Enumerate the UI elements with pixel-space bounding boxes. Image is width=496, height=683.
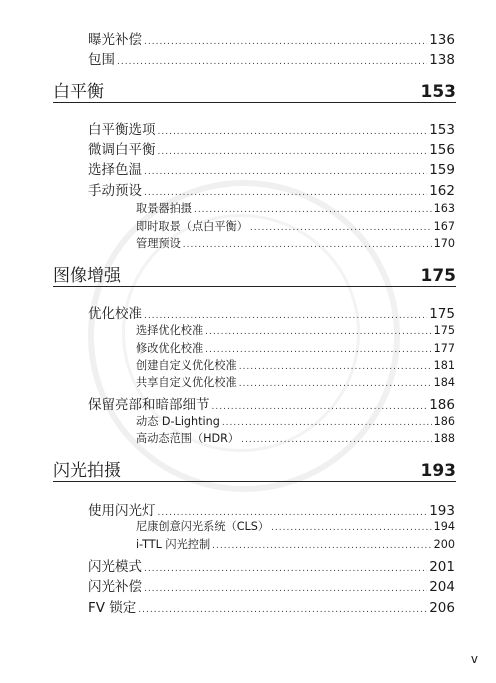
entry-title: 即时取景（点白平衡） — [136, 220, 248, 233]
leader-dots — [212, 402, 428, 412]
entry-title: 白平衡选项 — [88, 122, 156, 138]
entry-title: 修改优化校准 — [136, 342, 204, 355]
section-title: 白平衡 — [53, 82, 104, 102]
section-header[interactable] — [53, 260, 456, 287]
entry-page: 206 — [429, 600, 455, 616]
entry-title: 创建自定义优化校准 — [136, 359, 237, 372]
entry-page: 186 — [429, 397, 455, 413]
leader-dots — [205, 345, 432, 355]
leader-dots — [144, 564, 427, 574]
toc-subentry[interactable] — [136, 322, 455, 338]
entry-page: 136 — [429, 32, 455, 48]
entry-page: 162 — [429, 183, 455, 199]
entry-page: 175 — [429, 306, 455, 322]
toc-subentry[interactable] — [136, 536, 455, 552]
entry-title: 共享自定义优化校准 — [136, 376, 237, 389]
entry-page: 175 — [433, 324, 455, 337]
leader-dots — [239, 379, 432, 389]
leader-dots — [158, 147, 428, 157]
toc-subentry[interactable] — [136, 518, 455, 534]
toc-subentry[interactable] — [136, 430, 455, 446]
section-header[interactable] — [53, 455, 456, 482]
entry-title: 闪光补偿 — [88, 579, 142, 595]
entry-title: i-TTL 闪光控制 — [136, 538, 211, 551]
entry-page: 163 — [433, 202, 455, 215]
toc-entry[interactable] — [88, 48, 455, 68]
entry-page: 204 — [429, 579, 455, 595]
entry-title: 动态 D-Lighting — [136, 415, 220, 428]
toc-entry[interactable] — [88, 393, 455, 413]
toc-entry[interactable] — [88, 138, 455, 158]
leader-dots — [144, 311, 427, 321]
leader-dots — [138, 605, 427, 615]
leader-dots — [205, 327, 432, 337]
toc-entry[interactable] — [88, 499, 455, 519]
section-page: 175 — [420, 266, 456, 286]
toc-subentry[interactable] — [136, 200, 455, 216]
toc-entry[interactable] — [88, 555, 455, 575]
toc-subentry[interactable] — [136, 218, 455, 234]
entry-title: 优化校准 — [88, 306, 142, 322]
leader-dots — [183, 240, 432, 250]
entry-page: 184 — [433, 376, 455, 389]
toc-subentry[interactable] — [136, 413, 455, 429]
toc-entry[interactable] — [88, 179, 455, 199]
toc-subentry[interactable] — [136, 235, 455, 251]
section-header[interactable] — [53, 76, 456, 103]
entry-page: 153 — [429, 122, 455, 138]
section-title: 图像增强 — [53, 266, 121, 286]
toc-subentry[interactable] — [136, 340, 455, 356]
leader-dots — [239, 362, 432, 372]
entry-title: FV 锁定 — [88, 600, 137, 616]
leader-dots — [158, 508, 428, 518]
entry-page: 188 — [433, 432, 455, 445]
toc-entry[interactable] — [88, 28, 455, 48]
entry-page: 138 — [429, 52, 455, 68]
entry-title: 闪光模式 — [88, 559, 142, 575]
toc-entry[interactable] — [88, 302, 455, 322]
entry-page: 201 — [429, 559, 455, 575]
leader-dots — [271, 523, 432, 533]
leader-dots — [144, 188, 427, 198]
entry-title: 尼康创意闪光系统（CLS） — [136, 520, 270, 533]
entry-title: 取景器拍摄 — [136, 202, 192, 215]
leader-dots — [250, 223, 432, 233]
leader-dots — [194, 205, 432, 215]
entry-page: 170 — [433, 237, 455, 250]
leader-dots — [241, 435, 432, 445]
section-page: 193 — [420, 461, 456, 481]
leader-dots — [158, 127, 428, 137]
entry-title: 选择色温 — [88, 162, 142, 178]
entry-page: 159 — [429, 162, 455, 178]
leader-dots — [144, 584, 427, 594]
page-folio: v — [470, 652, 478, 666]
entry-page: 194 — [433, 520, 455, 533]
toc-entry[interactable] — [88, 596, 455, 616]
entry-page: 193 — [429, 503, 455, 519]
entry-title: 高动态范围（HDR） — [136, 432, 240, 445]
toc-subentry[interactable] — [136, 374, 455, 390]
entry-page: 181 — [433, 359, 455, 372]
entry-title: 曝光补偿 — [88, 32, 142, 48]
entry-title: 包围 — [88, 52, 115, 68]
leader-dots — [222, 418, 432, 428]
toc-entry[interactable] — [88, 575, 455, 595]
entry-title: 选择优化校准 — [136, 324, 204, 337]
entry-page: 177 — [433, 342, 455, 355]
toc-entry[interactable] — [88, 158, 455, 178]
toc-entry[interactable] — [88, 118, 455, 138]
leader-dots — [117, 57, 427, 67]
entry-page: 156 — [429, 142, 455, 158]
entry-title: 保留亮部和暗部细节 — [88, 397, 210, 413]
leader-dots — [212, 541, 432, 551]
toc-subentry[interactable] — [136, 357, 455, 373]
section-title: 闪光拍摄 — [53, 461, 121, 481]
entry-page: 186 — [433, 415, 455, 428]
section-page: 153 — [420, 82, 456, 102]
leader-dots — [144, 167, 427, 177]
entry-title: 手动预设 — [88, 183, 142, 199]
entry-title: 微调白平衡 — [88, 142, 156, 158]
entry-page: 200 — [433, 538, 455, 551]
leader-dots — [144, 37, 427, 47]
entry-page: 167 — [433, 220, 455, 233]
entry-title: 使用闪光灯 — [88, 503, 156, 519]
entry-title: 管理预设 — [136, 237, 181, 250]
